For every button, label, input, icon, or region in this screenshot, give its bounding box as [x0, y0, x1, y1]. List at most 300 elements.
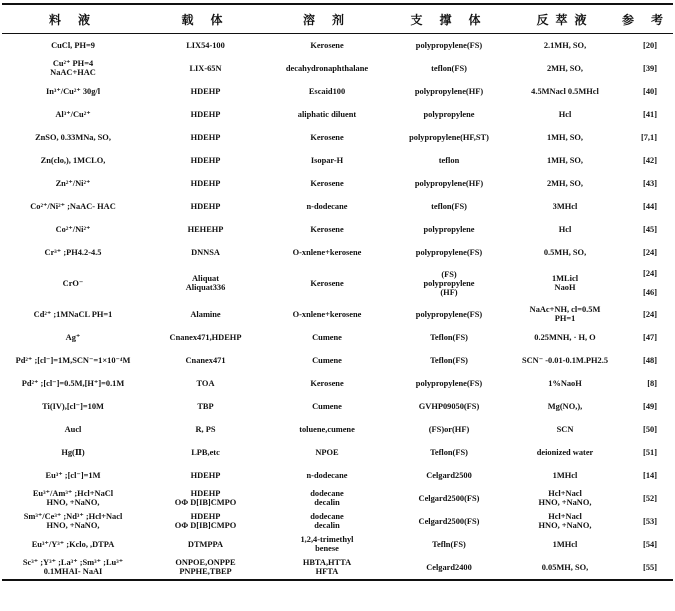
cell-solvent — [267, 126, 387, 149]
cell-reference — [619, 533, 673, 556]
table-row — [2, 172, 673, 195]
cell-feed — [2, 80, 144, 103]
cell-strip-solution — [511, 510, 619, 533]
cell-feed-line: 0.1MHAI- NaAI — [43, 567, 103, 576]
cell-support — [387, 395, 511, 418]
cell-carrier — [144, 510, 267, 533]
cell-reference-line: [24] — [643, 269, 657, 278]
cell-support — [387, 349, 511, 372]
cell-reference — [619, 326, 673, 349]
cell-strip-solution-line: 1MH, SO, — [546, 132, 584, 142]
cell-support — [387, 241, 511, 264]
cell-reference-line: [43] — [643, 178, 657, 188]
cell-solvent — [267, 57, 387, 80]
cell-strip-solution-line: 3MHcl — [552, 201, 578, 211]
cell-support-line: Celgard2500 — [426, 470, 472, 480]
cell-solvent-line: benese — [315, 544, 339, 553]
cell-support — [387, 487, 511, 510]
cell-carrier-line: HDEHP — [190, 489, 221, 498]
cell-carrier — [144, 418, 267, 441]
cell-support — [387, 533, 511, 556]
cell-feed — [2, 57, 144, 80]
cell-support — [387, 326, 511, 349]
cell-feed-line: Eu³⁺/Y³⁺ ;Kclo, ,DTPA — [31, 539, 115, 549]
cell-carrier-line: HDEHP — [190, 512, 221, 521]
cell-reference — [619, 80, 673, 103]
cell-strip-solution-line: 0.5MH, SO, — [543, 247, 587, 257]
cell-support-line: polypropylene — [423, 278, 475, 288]
cell-carrier — [144, 556, 267, 580]
cell-strip-solution-line: 0.05MH, SO, — [541, 562, 589, 572]
cell-strip-solution-line: HNO, +NaNO, — [538, 521, 592, 530]
cell-carrier-line: ONPOE,ONPPE — [175, 558, 236, 567]
table-row — [2, 487, 673, 510]
table-row — [2, 103, 673, 126]
cell-support-line: Celgard2500(FS) — [418, 493, 480, 503]
cell-carrier — [144, 464, 267, 487]
cell-reference-line: [47] — [643, 332, 657, 342]
cell-support-line: (FS) — [441, 269, 457, 279]
cell-reference-line: [7,1] — [640, 132, 657, 142]
cell-strip-solution — [511, 241, 619, 264]
cell-carrier-line: Alamine — [190, 309, 221, 319]
cell-carrier — [144, 372, 267, 395]
cell-feed — [2, 395, 144, 418]
cell-strip-solution — [511, 34, 619, 57]
cell-strip-solution — [511, 464, 619, 487]
cell-feed-line: In³⁺/Cu²⁺ 30g/l — [45, 86, 101, 96]
cell-feed-line: Co²⁺/Ni²⁺ ;NaAC- HAC — [30, 201, 116, 211]
table-row — [2, 533, 673, 556]
cell-reference-line: [53] — [643, 516, 657, 526]
cell-support-line: polypropylene(HF,ST) — [409, 132, 489, 142]
cell-feed-line: Cr³⁺ ;PH4.2-4.5 — [44, 247, 102, 257]
cell-reference — [619, 103, 673, 126]
cell-carrier — [144, 172, 267, 195]
cell-reference-line: [44] — [643, 201, 657, 211]
cell-feed-line: NaAC+HAC — [50, 68, 96, 77]
cell-solvent-line: Cumene — [312, 401, 342, 411]
cell-support — [387, 556, 511, 580]
cell-carrier-line: LIX-65N — [189, 63, 222, 73]
cell-reference-line: [49] — [643, 401, 657, 411]
cell-support-line: polypropylene(FS) — [415, 378, 483, 388]
col-header-feed: 料 液 — [2, 4, 144, 34]
cell-support — [387, 218, 511, 241]
cell-feed-line: Co²⁺/Ni²⁺ — [55, 224, 91, 234]
cell-support-line: Celgard2400 — [426, 562, 472, 572]
table-row — [2, 556, 673, 580]
cell-feed — [2, 149, 144, 172]
cell-reference — [619, 487, 673, 510]
cell-support-line: Teflon(FS) — [430, 332, 468, 342]
cell-feed — [2, 126, 144, 149]
cell-solvent — [267, 510, 387, 533]
cell-feed — [2, 241, 144, 264]
cell-reference-line: [40] — [643, 86, 657, 96]
cell-reference-line: [45] — [643, 224, 657, 234]
cell-support — [387, 264, 511, 303]
cell-carrier-line: HDEHP — [190, 201, 221, 211]
cell-carrier — [144, 326, 267, 349]
cell-solvent-line: decalin — [314, 521, 340, 530]
cell-solvent — [267, 241, 387, 264]
cell-strip-solution-line: 4.5MNacl 0.5MHcl — [531, 86, 599, 96]
cell-reference-line: [39] — [643, 63, 657, 73]
cell-feed-line: Cd²⁺ ;1MNaCL PH=1 — [33, 309, 113, 319]
cell-strip-solution-line: Hcl+Nacl — [548, 489, 582, 498]
table-row — [2, 372, 673, 395]
cell-strip-solution — [511, 103, 619, 126]
cell-strip-solution-line: 1MHcl — [552, 539, 578, 549]
cell-reference — [619, 464, 673, 487]
cell-solvent — [267, 218, 387, 241]
cell-solvent-line: n-dodecane — [306, 470, 348, 480]
cell-feed — [2, 418, 144, 441]
cell-solvent-line: decahydronaphthalane — [285, 63, 369, 73]
cell-solvent — [267, 303, 387, 326]
cell-carrier — [144, 533, 267, 556]
header-row — [2, 4, 673, 34]
cell-strip-solution-line: 1%NaoH — [548, 378, 582, 388]
cell-strip-solution-line: Hcl — [558, 109, 572, 119]
cell-support-line: (HF) — [440, 287, 458, 297]
cell-strip-solution-line: 1MH, SO, — [546, 155, 584, 165]
cell-solvent — [267, 195, 387, 218]
cell-reference-line: [55] — [643, 562, 657, 572]
cell-solvent-line: Kerosene — [310, 224, 344, 234]
cell-solvent-line: Kerosene — [310, 278, 344, 288]
table-row — [2, 464, 673, 487]
cell-carrier — [144, 441, 267, 464]
cell-reference — [619, 241, 673, 264]
cell-carrier — [144, 303, 267, 326]
cell-support-line: teflon(FS) — [431, 63, 467, 73]
extraction-table — [2, 3, 673, 581]
cell-reference-line: [8] — [647, 378, 657, 388]
cell-reference — [619, 34, 673, 57]
cell-support — [387, 57, 511, 80]
cell-feed-line: Ag⁺ — [65, 332, 81, 342]
cell-strip-solution-line: PH=1 — [554, 314, 576, 323]
cell-strip-solution-line: 1MHcl — [552, 470, 578, 480]
cell-solvent-line: O-xnlene+kerosene — [292, 247, 362, 257]
cell-carrier-line: TOA — [196, 378, 215, 388]
table-row — [2, 264, 673, 303]
cell-feed — [2, 172, 144, 195]
cell-feed-line: Zn(clo,), 1MCLO, — [40, 155, 106, 165]
cell-support-line: polypropylene — [423, 109, 475, 119]
cell-feed — [2, 464, 144, 487]
cell-solvent — [267, 533, 387, 556]
cell-reference — [619, 172, 673, 195]
cell-strip-solution-line: deionized water — [536, 447, 594, 457]
cell-feed — [2, 441, 144, 464]
cell-carrier-line: Aliquat — [192, 274, 219, 283]
cell-solvent-line: aliphatic diluent — [297, 109, 357, 119]
cell-reference — [619, 556, 673, 580]
cell-feed — [2, 326, 144, 349]
cell-support-line: Celgard2500(FS) — [418, 516, 480, 526]
cell-solvent — [267, 464, 387, 487]
table-row — [2, 510, 673, 533]
cell-feed-line: CuCl, PH=9 — [51, 40, 95, 50]
cell-carrier — [144, 218, 267, 241]
cell-solvent-line: Cumene — [312, 355, 342, 365]
cell-feed — [2, 349, 144, 372]
cell-strip-solution — [511, 126, 619, 149]
cell-carrier — [144, 395, 267, 418]
cell-solvent — [267, 172, 387, 195]
cell-carrier — [144, 241, 267, 264]
cell-carrier-line: HDEHP — [190, 155, 221, 165]
cell-solvent-line: Isopar-H — [310, 155, 344, 165]
cell-solvent — [267, 418, 387, 441]
cell-reference — [619, 195, 673, 218]
cell-reference — [619, 441, 673, 464]
table-row — [2, 303, 673, 326]
cell-carrier — [144, 149, 267, 172]
cell-support — [387, 464, 511, 487]
cell-solvent — [267, 326, 387, 349]
cell-strip-solution-line: SCN — [556, 424, 574, 434]
cell-feed — [2, 34, 144, 57]
cell-feed-line: Hg(Ⅱ) — [61, 447, 85, 457]
cell-solvent-line: Kerosene — [310, 178, 344, 188]
cell-feed — [2, 372, 144, 395]
cell-strip-solution — [511, 149, 619, 172]
cell-strip-solution — [511, 533, 619, 556]
cell-carrier-line: Cnanex471 — [185, 355, 226, 365]
table-row — [2, 218, 673, 241]
cell-support — [387, 441, 511, 464]
cell-solvent-line: NPOE — [315, 447, 339, 457]
cell-reference — [619, 218, 673, 241]
cell-support-line: teflon — [438, 155, 460, 165]
cell-carrier-line: Aliquat336 — [185, 283, 226, 292]
table-row — [2, 34, 673, 57]
cell-reference — [619, 264, 673, 303]
cell-carrier-line: HDEHP — [190, 86, 221, 96]
cell-feed — [2, 510, 144, 533]
cell-feed — [2, 218, 144, 241]
cell-solvent-line: Escaid100 — [308, 86, 346, 96]
cell-reference — [619, 57, 673, 80]
cell-solvent — [267, 372, 387, 395]
cell-solvent — [267, 149, 387, 172]
cell-solvent-line: dodecane — [310, 512, 344, 521]
cell-support — [387, 126, 511, 149]
cell-strip-solution-line: NaAc+NH, cl=0.5M — [529, 305, 601, 314]
cell-strip-solution — [511, 349, 619, 372]
cell-support-line: (FS)or(HF) — [428, 424, 470, 434]
table-row — [2, 326, 673, 349]
cell-strip-solution — [511, 556, 619, 580]
col-header-carrier: 载 体 — [144, 4, 267, 34]
cell-carrier-line: LPB,etc — [191, 447, 220, 457]
cell-feed — [2, 195, 144, 218]
cell-solvent-line: dodecane — [310, 489, 344, 498]
cell-feed — [2, 533, 144, 556]
cell-feed — [2, 303, 144, 326]
table-row — [2, 195, 673, 218]
cell-strip-solution — [511, 487, 619, 510]
cell-solvent-line: n-dodecane — [306, 201, 348, 211]
cell-reference-line: [48] — [643, 355, 657, 365]
table-row — [2, 418, 673, 441]
cell-carrier-line: HDEHP — [190, 109, 221, 119]
cell-carrier — [144, 126, 267, 149]
cell-feed-line: Sm³⁺/Ce³⁺ ;Nd³⁺ ;Hcl+Nacl — [23, 512, 123, 521]
cell-solvent-line: HBTA,HTTA — [302, 558, 352, 567]
table-row — [2, 149, 673, 172]
cell-support — [387, 372, 511, 395]
cell-feed — [2, 103, 144, 126]
cell-carrier-line: Cnanex471,HDEHP — [169, 332, 242, 342]
cell-strip-solution-line: Hcl — [558, 224, 572, 234]
cell-solvent — [267, 80, 387, 103]
cell-strip-solution-line: SCN⁻ -0.01-0.1M.PH2.5 — [521, 355, 609, 365]
cell-solvent — [267, 103, 387, 126]
cell-carrier-line: HEHEHP — [187, 224, 224, 234]
cell-carrier — [144, 487, 267, 510]
cell-strip-solution-line: 0.25MNH, · H, O — [534, 332, 596, 342]
col-header-strip: 反萃液 — [511, 4, 619, 34]
cell-reference-line: [41] — [643, 109, 657, 119]
table-row — [2, 349, 673, 372]
cell-solvent — [267, 264, 387, 303]
cell-support-line: polypropylene(HF) — [414, 86, 484, 96]
cell-solvent-line: 1,2,4-trimethyl — [300, 535, 354, 544]
cell-carrier — [144, 103, 267, 126]
cell-reference-line: [50] — [643, 424, 657, 434]
cell-solvent — [267, 34, 387, 57]
cell-carrier-line: TBP — [197, 401, 214, 411]
cell-solvent — [267, 395, 387, 418]
cell-solvent-line: toluene,cumene — [299, 424, 355, 434]
cell-support-line: polypropylene(FS) — [415, 309, 483, 319]
cell-carrier-line: HDEHP — [190, 132, 221, 142]
cell-support — [387, 34, 511, 57]
table-row — [2, 395, 673, 418]
cell-feed-line: HNO, +NaNO, — [46, 498, 100, 507]
cell-strip-solution — [511, 303, 619, 326]
cell-strip-solution-line: 2MH, SO, — [546, 178, 584, 188]
cell-feed-line: Ti(IV),[cl⁻]=10M — [42, 401, 104, 411]
cell-reference — [619, 349, 673, 372]
cell-carrier-line: OΦ D[IB]CMPO — [174, 498, 237, 507]
cell-carrier-line: HDEHP — [190, 470, 221, 480]
cell-carrier — [144, 57, 267, 80]
cell-reference-line: [54] — [643, 539, 657, 549]
cell-strip-solution — [511, 264, 619, 303]
cell-support-line: polypropylene(HF) — [414, 178, 484, 188]
cell-solvent-line: HFTA — [315, 567, 339, 576]
cell-support-line: teflon(FS) — [431, 201, 467, 211]
cell-feed — [2, 487, 144, 510]
table-row — [2, 241, 673, 264]
cell-reference — [619, 149, 673, 172]
cell-reference — [619, 418, 673, 441]
cell-carrier — [144, 195, 267, 218]
cell-strip-solution-line: Hcl+Nacl — [548, 512, 582, 521]
cell-reference-line: [14] — [643, 470, 657, 480]
cell-strip-solution-line: NaoH — [554, 283, 576, 292]
cell-strip-solution — [511, 395, 619, 418]
table-row — [2, 80, 673, 103]
cell-strip-solution — [511, 57, 619, 80]
cell-solvent-line: Kerosene — [310, 132, 344, 142]
cell-solvent-line: Kerosene — [310, 378, 344, 388]
cell-reference-line: [20] — [643, 40, 657, 50]
cell-support — [387, 172, 511, 195]
cell-feed — [2, 264, 144, 303]
cell-support — [387, 303, 511, 326]
cell-feed-line: Cu²⁺ PH=4 — [52, 59, 94, 68]
cell-reference — [619, 510, 673, 533]
cell-support-line: Teflon(FS) — [430, 355, 468, 365]
cell-strip-solution — [511, 80, 619, 103]
cell-feed-line: Eu³⁺ ;[cl⁻]=1M — [45, 470, 101, 480]
cell-feed — [2, 556, 144, 580]
cell-solvent-line: Cumene — [312, 332, 342, 342]
cell-solvent-line: O-xnlene+kerosene — [292, 309, 362, 319]
cell-support-line: polypropylene(FS) — [415, 247, 483, 257]
cell-strip-solution-line: Mg(NO,), — [547, 401, 583, 411]
cell-feed-line: Pd²⁺ ;[cl⁻]=1M,SCN⁻=1×10⁻⁴M — [15, 355, 131, 365]
cell-carrier-line: PNPHE,TBEP — [179, 567, 232, 576]
cell-carrier — [144, 34, 267, 57]
cell-support — [387, 418, 511, 441]
cell-strip-solution — [511, 218, 619, 241]
cell-carrier — [144, 264, 267, 303]
cell-strip-solution-line: HNO, +NaNO, — [538, 498, 592, 507]
cell-carrier-line: DTMPPA — [187, 539, 224, 549]
cell-solvent — [267, 556, 387, 580]
cell-strip-solution — [511, 326, 619, 349]
cell-solvent — [267, 441, 387, 464]
cell-reference-line: [51] — [643, 447, 657, 457]
cell-reference-line: [42] — [643, 155, 657, 165]
table-row — [2, 57, 673, 80]
cell-feed-line: Pd²⁺ ;[cl⁻]=0.5M,[H⁺]=0.1M — [21, 378, 125, 388]
cell-support-line: polypropylene — [423, 224, 475, 234]
cell-support — [387, 510, 511, 533]
cell-strip-solution — [511, 372, 619, 395]
cell-reference-line: [24] — [643, 247, 657, 257]
table-row — [2, 126, 673, 149]
cell-feed-line: Sc³⁺ ;Y³⁺ ;La³⁺ ;Sm³⁺ ;Lu³⁺ — [22, 558, 124, 567]
cell-support-line: GVHP09050(FS) — [418, 401, 480, 411]
cell-reference-line: [24] — [643, 309, 657, 319]
cell-feed-line: Al³⁺/Cu²⁺ — [55, 109, 91, 119]
cell-support — [387, 149, 511, 172]
cell-support-line: Teflon(FS) — [430, 447, 468, 457]
cell-carrier-line: LIX54-100 — [186, 40, 225, 50]
cell-strip-solution — [511, 172, 619, 195]
cell-carrier-line: DNNSA — [191, 247, 220, 257]
col-header-support: 支 撑 体 — [387, 4, 511, 34]
cell-carrier-line: R, PS — [195, 424, 216, 434]
cell-feed-line: Eu³⁺/Am³⁺ ;Hcl+NaCl — [32, 489, 114, 498]
cell-strip-solution-line: 2.1MH, SO, — [543, 40, 587, 50]
cell-feed-line: Aucl — [64, 424, 82, 434]
cell-carrier — [144, 349, 267, 372]
col-header-ref: 参 考 — [619, 4, 673, 34]
cell-solvent — [267, 349, 387, 372]
col-header-solvent: 溶 剂 — [267, 4, 387, 34]
cell-support — [387, 80, 511, 103]
